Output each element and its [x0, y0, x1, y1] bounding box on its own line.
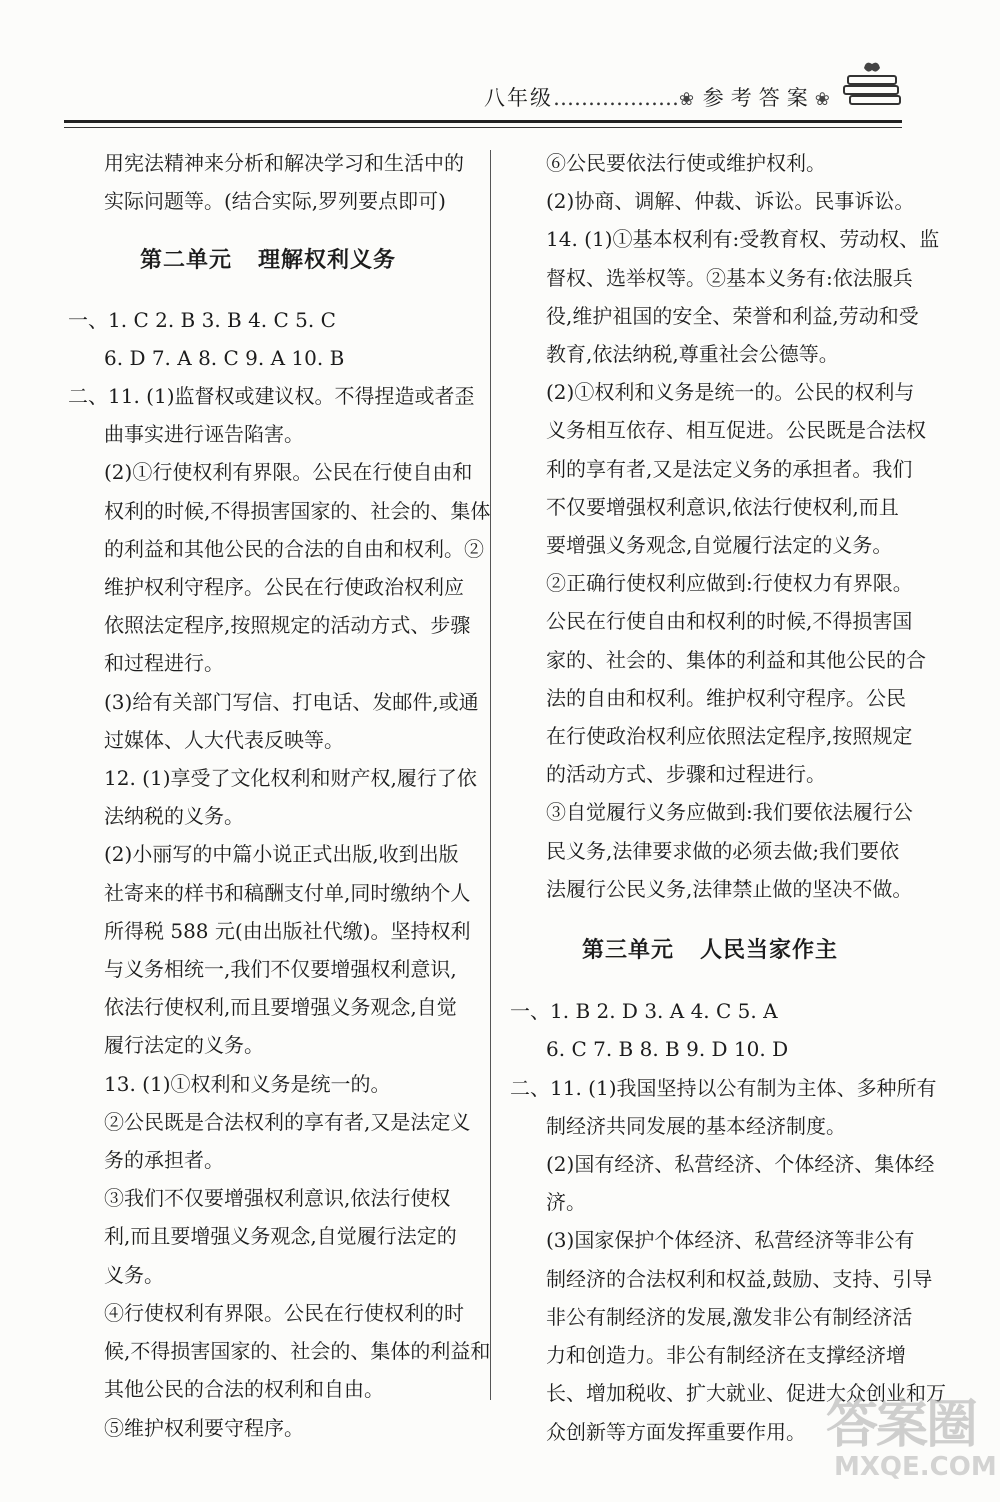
- answer-line: 候,不得损害国家的、社会的、集体的利益和: [104, 1339, 491, 1364]
- answer-line: 维护权利守程序。公民在行使政治权利应: [104, 575, 464, 600]
- text-line: 利的享有者,又是法定义务的承担者。我们: [546, 456, 913, 481]
- unit3-heading: [510, 932, 910, 970]
- leader-dots: ………………: [553, 86, 679, 110]
- text-line: 要增强义务观念,自觉履行法定的义务。: [546, 533, 893, 558]
- answer-title: 参考答案: [702, 86, 815, 110]
- header-rule-thick: [64, 120, 902, 123]
- answer-line: 长、增加税收、扩大就业、促进大众创业和万: [546, 1381, 946, 1406]
- text-line: (2)协商、调解、仲裁、诉讼。民事诉讼。: [546, 189, 915, 214]
- text-line: ②正确行使权利应做到:行使权力有界限。: [546, 571, 913, 596]
- answer-line: 非公有制经济的发展,激发非公有制经济活: [546, 1304, 913, 1329]
- grade-label: 八年级: [484, 86, 553, 110]
- running-head: [484, 82, 831, 112]
- answer-line: 依法行使权利,而且要增强义务观念,自觉: [104, 995, 457, 1020]
- text-line: 家的、社会的、集体的利益和其他公民的合: [546, 647, 926, 672]
- unit3-number: 第三单元: [581, 938, 674, 964]
- unit2-title: 理解权利义务: [258, 248, 397, 274]
- answer-line: 和过程进行。: [104, 651, 224, 676]
- flower-ornament-left: ❀: [679, 89, 696, 110]
- text-line: 法履行公民义务,法律禁止做的坚决不做。: [546, 876, 913, 901]
- text-line: 用宪法精神来分析和解决学习和生活中的: [104, 151, 464, 175]
- answer-line: ③我们不仅要增强权利意识,依法行使权: [104, 1186, 451, 1211]
- answer-line: 制经济的合法权利和权益,鼓励、支持、引导: [546, 1266, 933, 1291]
- books-icon: [842, 60, 902, 110]
- text-line: 在行使政治权利应依照法定程序,按照规定: [546, 724, 913, 749]
- answer-line: 6. C 7. B 8. B 9. D 10. D: [546, 1037, 789, 1062]
- text-line: 的活动方式、步骤和过程进行。: [546, 762, 826, 787]
- answer-line: 社寄来的样书和稿酬支付单,同时缴纳个人: [104, 880, 471, 905]
- text-line: 不仅要增强权利意识,依法行使权利,而且: [546, 494, 899, 519]
- text-line: 公民在行使自由和权利的时候,不得损害国: [546, 609, 913, 634]
- text-line: 义务相互依存、相互促进。公民既是合法权: [546, 418, 926, 443]
- site-watermark: [826, 1382, 997, 1492]
- answer-line: 12. (1)享受了文化权利和财产权,履行了依: [104, 766, 477, 791]
- unit2-number: 第二单元: [139, 248, 232, 274]
- answer-line: 权利的时候,不得损害国家的、社会的、集体: [104, 498, 491, 523]
- answer-line: 所得税 588 元(由出版社代缴)。坚持权利: [104, 918, 471, 943]
- answer-line: 力和创造力。非公有制经济在支撑经济增: [546, 1343, 906, 1368]
- answer-line: (3)国家保护个体经济、私营经济等非公有: [546, 1228, 915, 1253]
- text-line: (2)①权利和义务是统一的。公民的权利与: [546, 380, 915, 405]
- flower-ornament-right: ❀: [814, 89, 831, 110]
- text-line: ⑥公民要依法行使或维护权利。: [546, 151, 826, 175]
- answer-line: 一、1. C 2. B 3. B 4. C 5. C: [68, 307, 336, 332]
- text-line: 督权、选举权等。②基本义务有:依法服兵: [546, 265, 913, 290]
- answer-line: 济。: [546, 1190, 586, 1215]
- answer-line: 的利益和其他公民的合法的自由和权利。②: [104, 536, 484, 561]
- answer-line: 其他公民的合法的权利和自由。: [104, 1377, 384, 1402]
- answer-line: (2)国有经济、私营经济、个体经济、集体经: [546, 1152, 935, 1177]
- answer-line: 制经济共同发展的基本经济制度。: [546, 1113, 846, 1138]
- header-rule-thin: [64, 127, 902, 128]
- text-line: 教育,依法纳税,尊重社会公德等。: [546, 342, 839, 367]
- unit2-heading: [68, 242, 468, 280]
- watermark-url: MXQE.COM: [834, 1452, 997, 1482]
- answer-line: 一、1. B 2. D 3. A 4. C 5. A: [510, 999, 778, 1024]
- right-column: [510, 144, 946, 1451]
- answer-line: ⑤维护权利要守程序。: [104, 1415, 304, 1440]
- answer-line: 依照法定程序,按照规定的活动方式、步骤: [104, 613, 471, 638]
- text-line: 法的自由和权利。维护权利守程序。公民: [546, 685, 906, 710]
- left-column: [68, 144, 491, 1447]
- answer-line: 义务。: [104, 1262, 164, 1287]
- watermark-logo-text: 答案圈: [826, 1395, 977, 1455]
- answer-line: 众创新等方面发挥重要作用。: [546, 1419, 806, 1444]
- answer-line: 履行法定的义务。: [104, 1033, 264, 1058]
- answer-line: 曲事实进行诬告陷害。: [104, 422, 304, 447]
- text-line: 民义务,法律要求做的必须去做;我们要依: [546, 838, 900, 863]
- answer-line: 利,而且要增强义务观念,自觉履行法定的: [104, 1224, 457, 1249]
- column-divider: [490, 150, 491, 1400]
- answer-line: (3)给有关部门写信、打电话、发邮件,或通: [104, 689, 479, 714]
- answer-line: 过媒体、人大代表反映等。: [104, 727, 344, 752]
- answer-line: (2)小丽写的中篇小说正式出版,收到出版: [104, 842, 459, 867]
- answer-line: ④行使权利有界限。公民在行使权利的时: [104, 1300, 464, 1325]
- text-line: 14. (1)①基本权利有:受教育权、劳动权、监: [546, 227, 940, 252]
- unit3-title: 人民当家作主: [700, 938, 839, 964]
- text-line: ③自觉履行义务应做到:我们要依法履行公: [546, 800, 913, 825]
- answer-line: 法纳税的义务。: [104, 804, 244, 829]
- answer-line: 务的承担者。: [104, 1148, 224, 1173]
- answer-line: (2)①行使权利有界限。公民在行使自由和: [104, 460, 473, 485]
- answer-line: ②公民既是合法权利的享有者,又是法定义: [104, 1109, 471, 1134]
- answer-line: 二、11. (1)我国坚持以公有制为主体、多种所有: [510, 1075, 937, 1100]
- answer-line: 与义务相统一,我们不仅要增强权利意识,: [104, 957, 457, 982]
- text-line: 实际问题等。(结合实际,罗列要点即可): [104, 189, 446, 214]
- answer-line: 13. (1)①权利和义务是统一的。: [104, 1071, 391, 1096]
- page-header: [0, 0, 1000, 130]
- answer-line: 6. D 7. A 8. C 9. A 10. B: [104, 345, 345, 370]
- answer-line: 二、11. (1)监督权或建议权。不得捏造或者歪: [68, 384, 475, 409]
- text-line: 役,维护祖国的安全、荣誉和利益,劳动和受: [546, 303, 919, 328]
